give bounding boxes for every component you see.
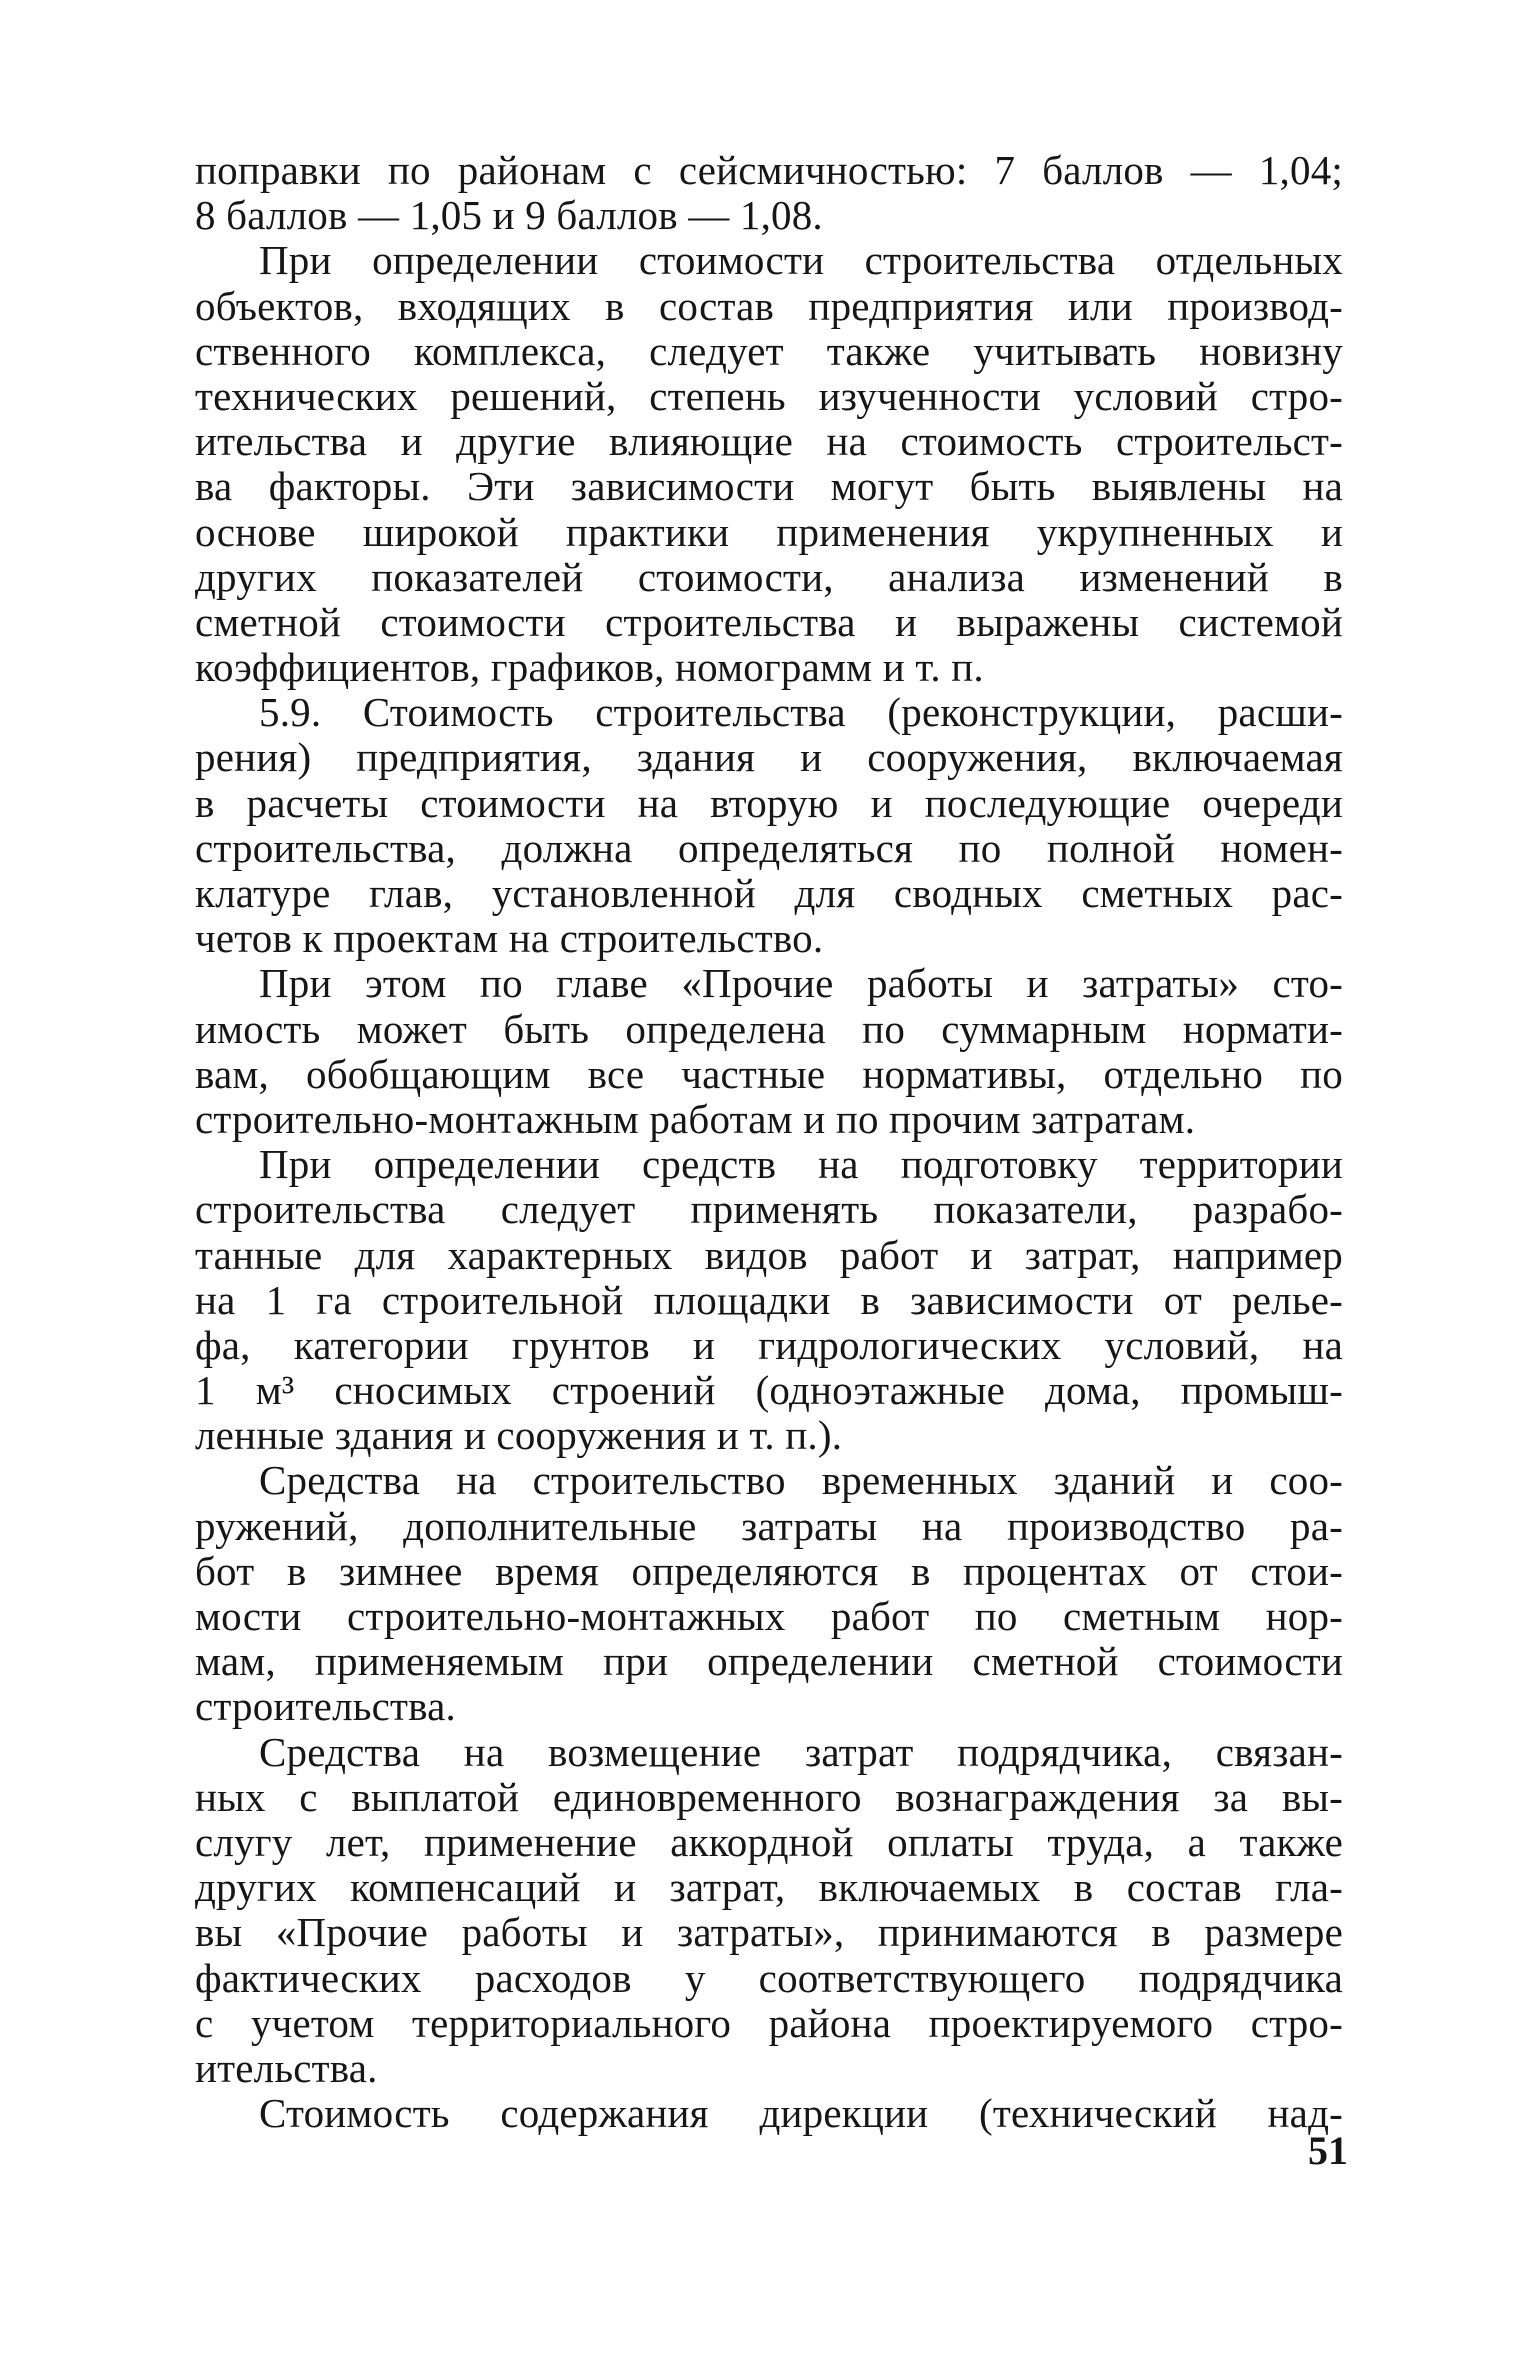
- text-line: вы «Прочие работы и затраты», принимаются в размере: [195, 1909, 1343, 1956]
- text-line: с учетом территориального района проектируемого стро-: [195, 1999, 1343, 2046]
- text-line: фактических расходов у соответствующего подрядчика: [195, 1954, 1343, 2001]
- document-body: [195, 148, 1343, 2136]
- text-line: сметной стоимости строительства и выражены системой: [195, 598, 1343, 645]
- text-line: 1 м³ сносимых строений (одноэтажные дома, промыш-: [195, 1367, 1343, 1414]
- text-line: в расчеты стоимости на вторую и последующие очереди: [195, 779, 1343, 826]
- text-line: При определении средств на подготовку территории: [259, 1141, 1343, 1188]
- text-line: строительства следует применять показатели, разрабо-: [195, 1186, 1343, 1233]
- text-line: При этом по главе «Прочие работы и затраты» сто-: [259, 960, 1343, 1007]
- text-line: имость может быть определена по суммарным нормати-: [195, 1005, 1343, 1052]
- text-line: поправки по районам с сейсмичностью: 7 баллов — 1,04;: [195, 147, 1343, 193]
- text-line: ственного комплекса, следует также учитывать новизну: [195, 327, 1343, 374]
- text-line: мам, применяемым при определении сметной стоимости: [195, 1638, 1343, 1685]
- text-line: слугу лет, применение аккордной оплаты труда, а также: [195, 1818, 1343, 1865]
- text-line: строительства.: [195, 1683, 457, 1730]
- text-line: 5.9. Стоимость строительства (реконструкции, расши-: [259, 689, 1343, 736]
- text-line: строительно-монтажным работам и по прочим затратам.: [195, 1095, 1196, 1142]
- text-line: коэффициентов, графиков, номограмм и т. п.: [195, 644, 984, 691]
- text-line: строительства, должна определяться по полной номен-: [195, 824, 1343, 871]
- text-line: ва факторы. Эти зависимости могут быть выявлены на: [195, 463, 1343, 510]
- text-line: объектов, входящих в состав предприятия или производ-: [195, 282, 1343, 329]
- text-line: на 1 га строительной площадки в зависимости от релье-: [195, 1276, 1343, 1323]
- text-line: других компенсаций и затрат, включаемых в состав гла-: [195, 1864, 1343, 1911]
- text-line: мости строительно-монтажных работ по сметным нор-: [195, 1593, 1343, 1639]
- text-line: фа, категории грунтов и гидрологических условий, на: [195, 1321, 1343, 1368]
- text-line: ительства.: [195, 2044, 378, 2091]
- text-line: ружений, дополнительные затраты на производство ра-: [195, 1502, 1343, 1549]
- text-line: других показателей стоимости, анализа изменений в: [195, 553, 1343, 600]
- text-line: рения) предприятия, здания и сооружения, включаемая: [195, 734, 1343, 781]
- page-number: 51: [1308, 2128, 1348, 2173]
- text-line: клатуре глав, установленной для сводных сметных рас-: [195, 870, 1343, 916]
- text-line: танные для характерных видов работ и затрат, например: [195, 1231, 1343, 1278]
- text-line: Средства на возмещение затрат подрядчика, связан-: [259, 1728, 1343, 1775]
- text-line: основе широкой практики применения укрупненных и: [195, 508, 1343, 555]
- text-line: вам, обобщающим все частные нормативы, отдельно по: [195, 1050, 1343, 1097]
- text-line: бот в зимнее время определяются в процентах от стои-: [195, 1547, 1343, 1594]
- text-line: четов к проектам на строительство.: [195, 915, 824, 962]
- text-line: При определении стоимости строительства отдельных: [259, 237, 1343, 284]
- text-line: ленные здания и сооружения и т. п.).: [195, 1412, 843, 1459]
- text-line: Средства на строительство временных зданий и соо-: [259, 1457, 1343, 1504]
- text-line: технических решений, степень изученности условий стро-: [195, 372, 1343, 419]
- text-line: ительства и другие влияющие на стоимость строительст-: [195, 418, 1343, 465]
- text-line: 8 баллов — 1,05 и 9 баллов — 1,08.: [195, 192, 823, 239]
- text-line: Стоимость содержания дирекции (технический над-: [259, 2090, 1343, 2137]
- text-line: ных с выплатой единовременного вознаграждения за вы-: [195, 1773, 1343, 1820]
